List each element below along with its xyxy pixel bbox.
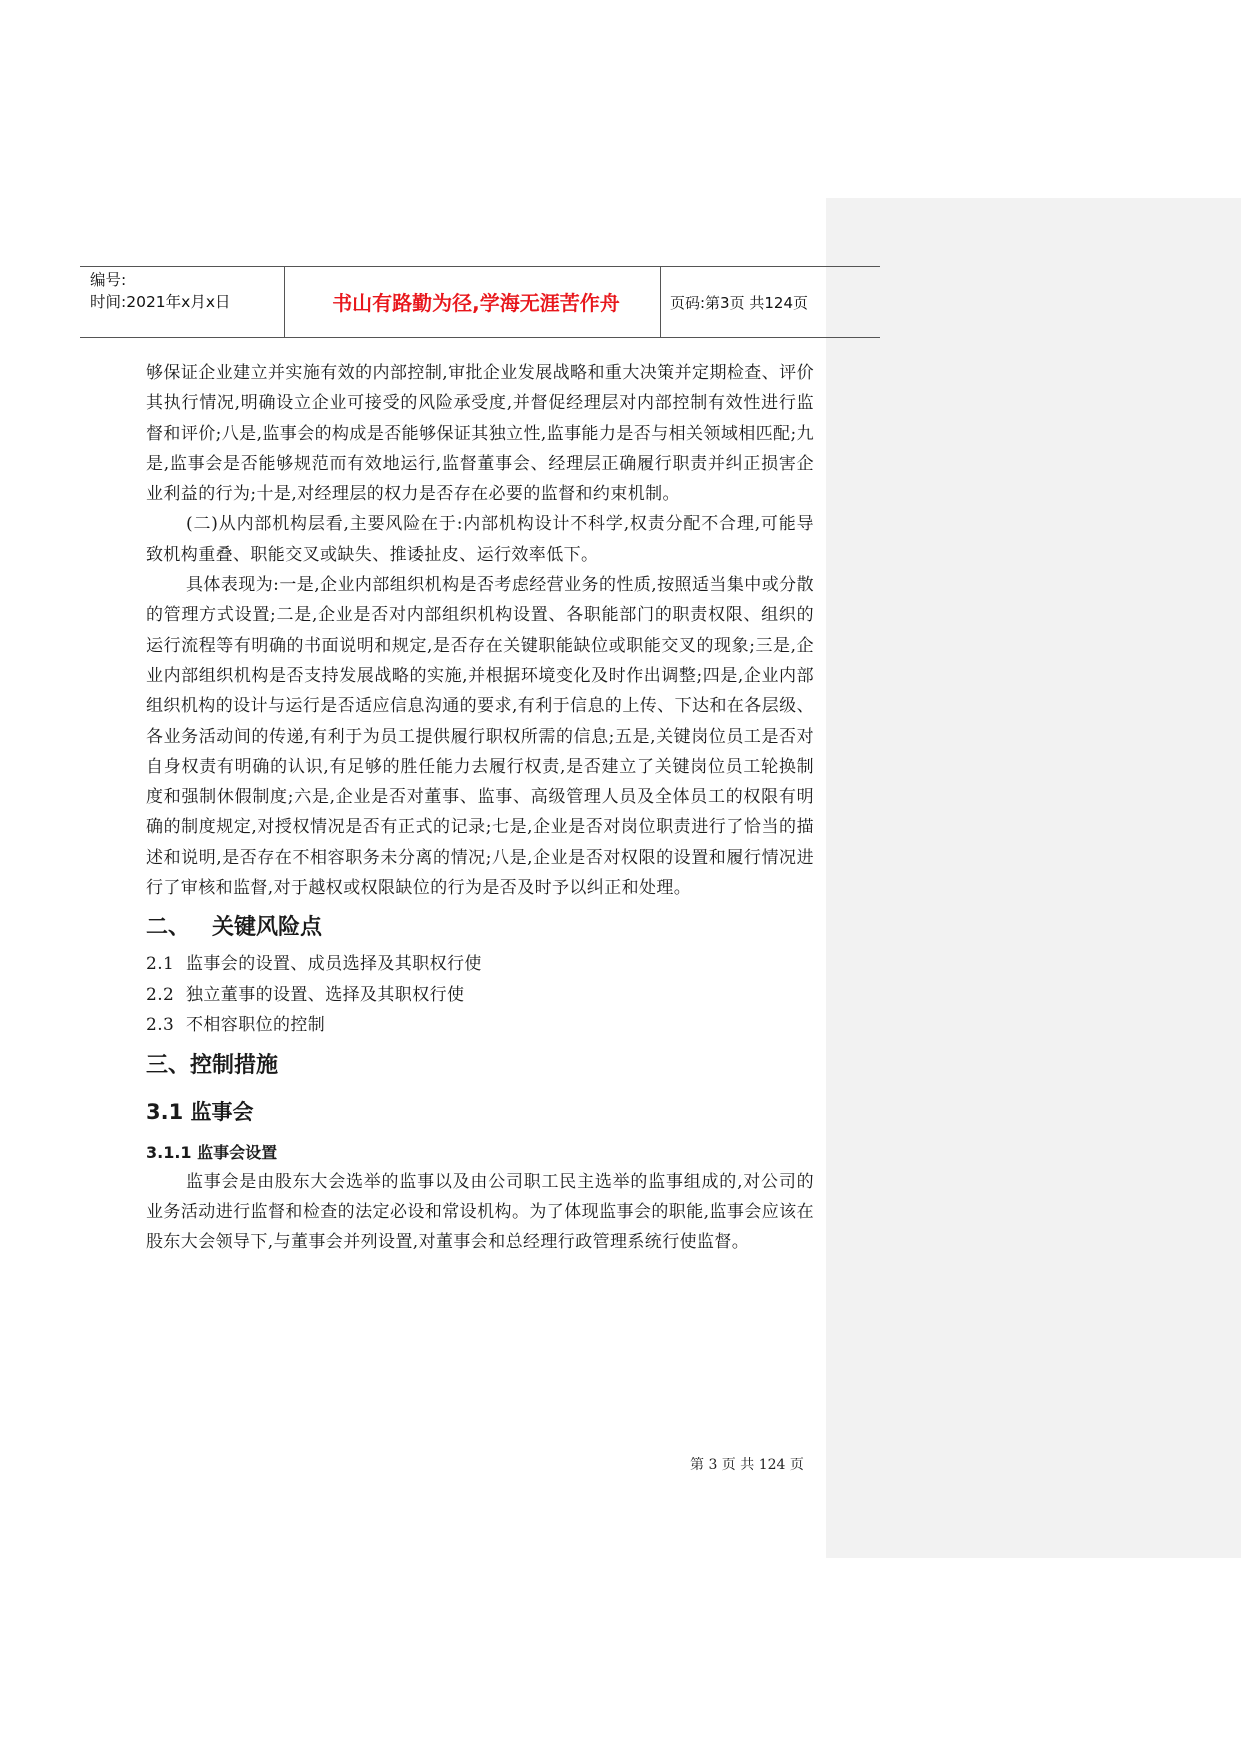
- risk-item-number: 2.3: [146, 1015, 175, 1036]
- section-title: 关键风险点: [212, 915, 323, 941]
- risk-item: [146, 980, 814, 1011]
- header-divider-left: [284, 267, 285, 337]
- body-paragraph-1: 够保证企业建立并实施有效的内部控制,审批企业发展战略和重大决策并定期检查、评价其执行情况,明确设立企业可接受的风险承受度,并督促经理层对内部控制有效性进行监督和评价;八是,监事会的构成是否能够保证其独立性,监事能力是否与相关领域相匹配;九是,监事会是否能够规范而有效地运行,监督董事会、经理层正确履行职责并纠正损害企业利益的行为;十是,对经理层的权力是否存在必要的监督和约束机制。: [146, 363, 814, 505]
- risk-item-text: 独立董事的设置、选择及其职权行使: [186, 984, 465, 1005]
- section-heading-key-risks: [146, 913, 814, 943]
- subsection-heading-supervisory-board: 3.1 监事会: [146, 1099, 254, 1124]
- risk-item: [146, 949, 814, 980]
- header-page-number: 页码:第3页 共124页: [670, 294, 808, 312]
- subsubsection-heading-board-setup: 3.1.1 监事会设置: [146, 1142, 278, 1162]
- body-paragraph-2: (二)从内部机构层看,主要风险在于:内部机构设计不科学,权责分配不合理,可能导致机构重叠、职能交叉或缺失、推诿扯皮、运行效率低下。: [146, 514, 814, 565]
- page-footer: 第 3 页 共 124 页: [690, 1457, 804, 1473]
- risk-item-text: 不相容职位的控制: [186, 1015, 326, 1036]
- header-motto: 书山有路勤为径,学海无涯苦作舟: [332, 291, 620, 315]
- comment-pane: [826, 198, 1241, 1558]
- risk-item-number: 2.2: [146, 984, 175, 1005]
- risk-item: [146, 1010, 814, 1041]
- body-paragraph-4: 监事会是由股东大会选举的监事以及由公司职工民主选举的监事组成的,对公司的业务活动进行监督和检查的法定必设和常设机构。为了体现监事会的职能,监事会应该在股东大会领导下,与董事会并列设置,对董事会和总经理行政管理系统行使监督。: [146, 1171, 814, 1253]
- header-divider-right: [660, 267, 661, 337]
- body-paragraph-3: 具体表现为:一是,企业内部组织机构是否考虑经营业务的性质,按照适当集中或分散的管理方式设置;二是,企业是否对内部组织机构设置、各职能部门的职责权限、组织的运行流程等有明确的书面说明和规定,是否存在关键职能缺位或职能交叉的现象;三是,企业内部组织机构是否支持发展战略的实施,并根据环境变化及时作出调整;四是,企业内部组织机构的设计与运行是否适应信息沟通的要求,有利于信息的上传、下达和在各层级、各业务活动间的传递,有利于为员工提供履行职权所需的信息;五是,关键岗位员工是否对自身权责有明确的认识,有足够的胜任能力去履行权责,是否建立了关键岗位员工轮换制度和强制休假制度;六是,企业是否对董事、监事、高级管理人员及全体员工的权限有明确的制度规定,对授权情况是否有正式的记录;七是,企业是否对岗位职责进行了恰当的描述和说明,是否存在不相容职务未分离的情况;八是,企业是否对权限的设置和履行情况进行了审核和监督,对于越权或权限缺位的行为是否及时予以纠正和处理。: [146, 575, 814, 899]
- risk-item-text: 监事会的设置、成员选择及其职权行使: [186, 954, 482, 975]
- section-number: 二、: [146, 915, 191, 941]
- header-time-label: 时间:2021年x月x日: [90, 293, 231, 311]
- header-number-label: 编号:: [90, 271, 127, 289]
- section-heading-controls: 三、控制措施: [146, 1052, 279, 1078]
- header-meta: [90, 269, 231, 313]
- page-header: [80, 266, 880, 338]
- document-body: [146, 358, 814, 1258]
- risk-item-number: 2.1: [146, 954, 175, 975]
